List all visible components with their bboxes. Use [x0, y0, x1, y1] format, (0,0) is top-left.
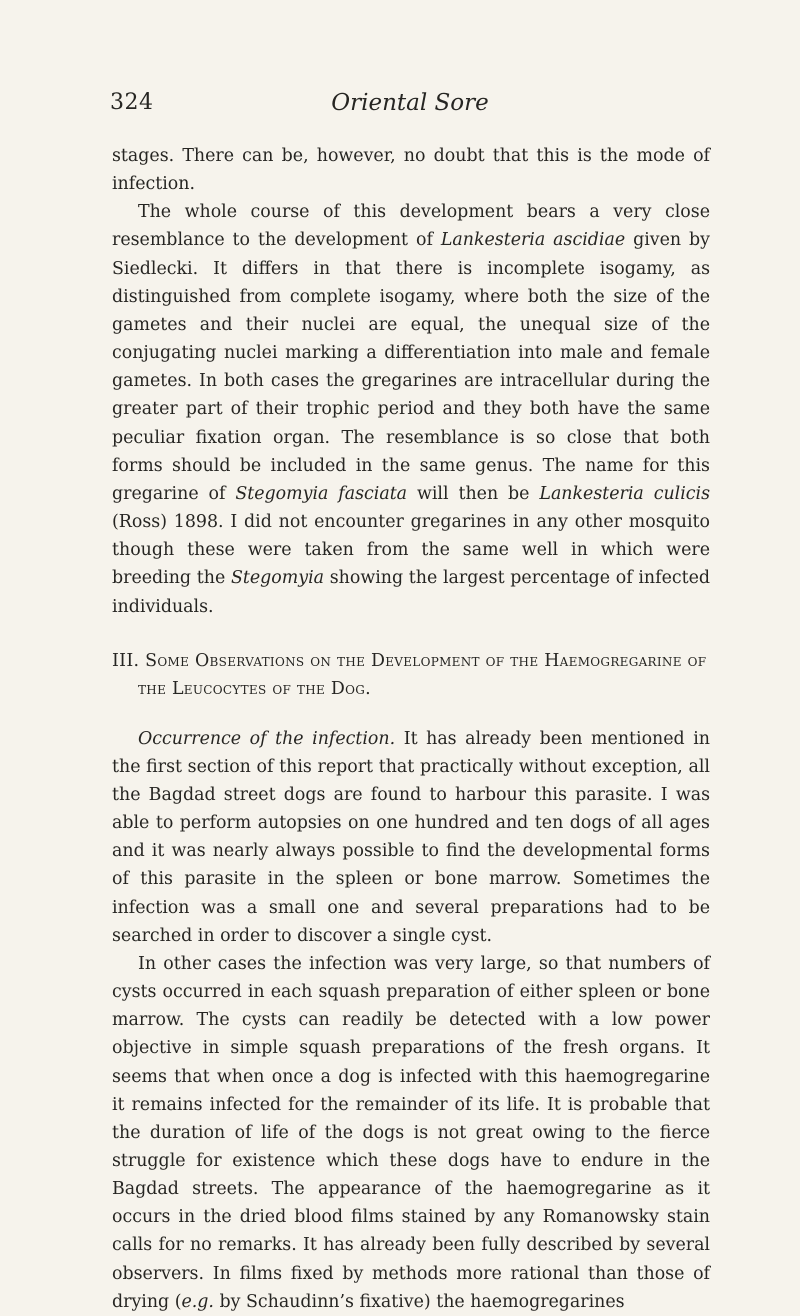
page-header [110, 90, 710, 126]
running-title: Oriental Sore [331, 90, 489, 116]
paragraph-text: by Schaudinn’s fixative) the haemogregarines [213, 1291, 625, 1312]
species-name: Stegomyia fasciata [235, 483, 408, 504]
paragraph-text: It has already been mentioned in the first section of this report that practically without exception, all the Bagdad street dogs are found to harbour this parasite. I was able to perform autopsies on one hundred and ten dogs of all ages and it was nearly always possible to find the developmental forms of this parasite in the spleen or bone marrow. Sometimes the infection was a small one and several preparations had to be searched in order to discover a single cyst. [112, 728, 711, 946]
species-name: Lankesteria culicis [539, 483, 710, 504]
species-name: Lankesteria ascidiae [440, 230, 626, 251]
paragraph-text: The whole course of this development bears a very close resemblance to the development of [112, 202, 710, 251]
paragraph-text: showing the largest percentage of infected individuals. [112, 568, 711, 617]
body-text [112, 142, 710, 1316]
paragraph-text: (Ross) 1898. I did not encounter gregarines in any other mosquito though these were taken from the same well in which were breeding the [112, 512, 710, 589]
page-number: 324 [110, 90, 154, 115]
section-title: Some Observations on the Development of the Haemogregarine of the Leucocytes of the Dog. [138, 650, 707, 699]
species-name: Stegomyia [230, 568, 325, 589]
paragraph-text: will then be [407, 483, 540, 504]
section-numeral: III. [112, 650, 140, 671]
paragraph-subheading: Occurrence of the infection. [138, 728, 396, 749]
section-heading [112, 647, 710, 703]
paragraph-lankesteria [112, 198, 710, 620]
paragraph-infection-size [112, 950, 710, 1316]
abbreviation: e.g. [181, 1291, 214, 1312]
paragraph-occurrence [112, 725, 710, 950]
paragraph-text: In other cases the infection was very large, so that numbers of cysts occurred in each squash preparation of either spleen or bone marrow. The cysts can readily be detected with a low power objective in simple squash preparations of the fresh organs. It seems that when once a dog is infected with this haemogregarine it remains infected for the remainder of its life. It is probable that the duration of life of the dogs is not great owing to the fierce struggle for existence which these dogs have to endure in the Bagdad streets. The appearance of the haemogregarine as it occurs in the dried blood films stained by any Romanowsky stain calls for no remarks. It has already been fully described by several observers. In films fixed by methods more rational than those of drying ( [112, 953, 710, 1312]
paragraph-text: stages. There can be, however, no doubt that this is the mode of infection. [112, 146, 710, 195]
paragraph-continuation [112, 142, 710, 198]
paragraph-text: given by Siedlecki. It differs in that there is incomplete isogamy, as distinguished from complete isogamy, where both the size of the gametes and their nuclei are equal, the unequal size of the conjugating nuclei marking a differentiation into male and female gametes. In both cases the gregarines are intracellular during the greater part of their trophic period and they both have the same peculiar fixation organ. The resemblance is so close that both forms should be included in the same genus. The name for this gregarine of [112, 230, 710, 504]
